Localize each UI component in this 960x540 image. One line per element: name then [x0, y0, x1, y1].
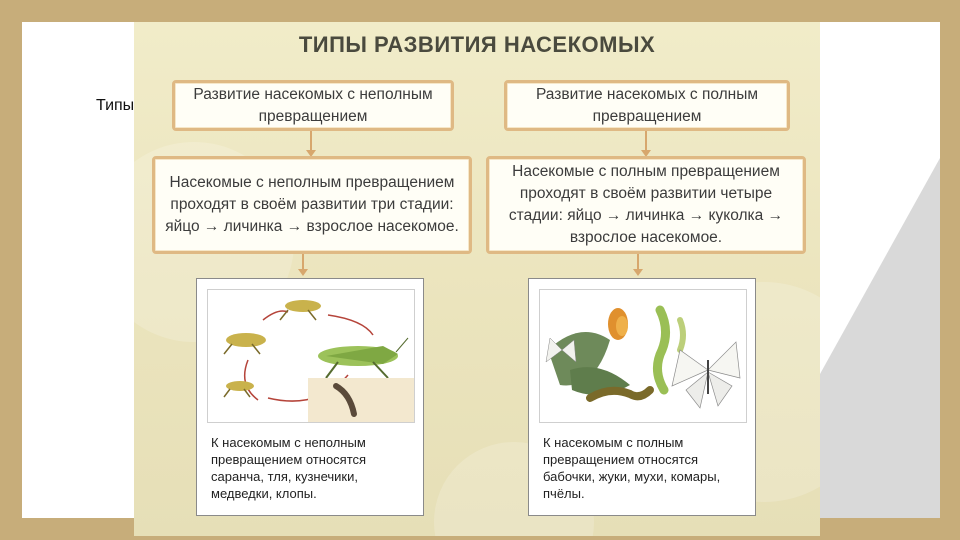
left-examples: К насекомым с неполным превращением относятся саранча, тля, кузнечики, медведки, клопы. — [211, 435, 367, 501]
nymph-large-icon — [280, 300, 321, 320]
right-examples: К насекомым с полным превращением относятся бабочки, жуки, мухи, комары, пчёлы. — [543, 435, 721, 501]
diagram-panel — [134, 22, 820, 536]
left-example-card — [196, 278, 424, 516]
grasshopper-cycle-image — [207, 289, 415, 423]
caterpillar-icon — [590, 390, 650, 398]
diagram-title: ТИПЫ РАЗВИТИЯ НАСЕКОМЫХ — [298, 32, 656, 57]
leaf-icon — [548, 332, 630, 395]
right-heading: Развитие насекомых с полным превращением — [535, 85, 759, 125]
right-example-card — [528, 278, 756, 516]
left-description-box — [152, 156, 472, 254]
left-arrowhead-2 — [298, 269, 308, 276]
left-heading: Развитие насекомых с неполным превращением — [193, 85, 433, 125]
eggs-icon — [608, 308, 628, 340]
butterfly-cycle-image — [539, 289, 747, 423]
background-label: Типы — [96, 97, 135, 114]
right-description: Насекомые с полным превращением проходят в своём развитии четыре стадии: яйцо → личинка → куколка → взрослое насекомое. — [508, 163, 784, 246]
adult-butterfly-icon — [672, 342, 740, 408]
right-arrowhead-2 — [633, 269, 643, 276]
right-description-box — [486, 156, 806, 254]
nymph-medium-icon — [224, 333, 266, 354]
left-heading-box — [172, 80, 454, 131]
nymph-small-icon — [224, 381, 254, 397]
right-heading-box — [504, 80, 790, 131]
adult-grasshopper-icon — [318, 338, 408, 378]
left-description: Насекомые с неполным превращением проходят в своём развитии три стадии: яйцо → личинка → взрослое насекомое. — [165, 174, 459, 235]
